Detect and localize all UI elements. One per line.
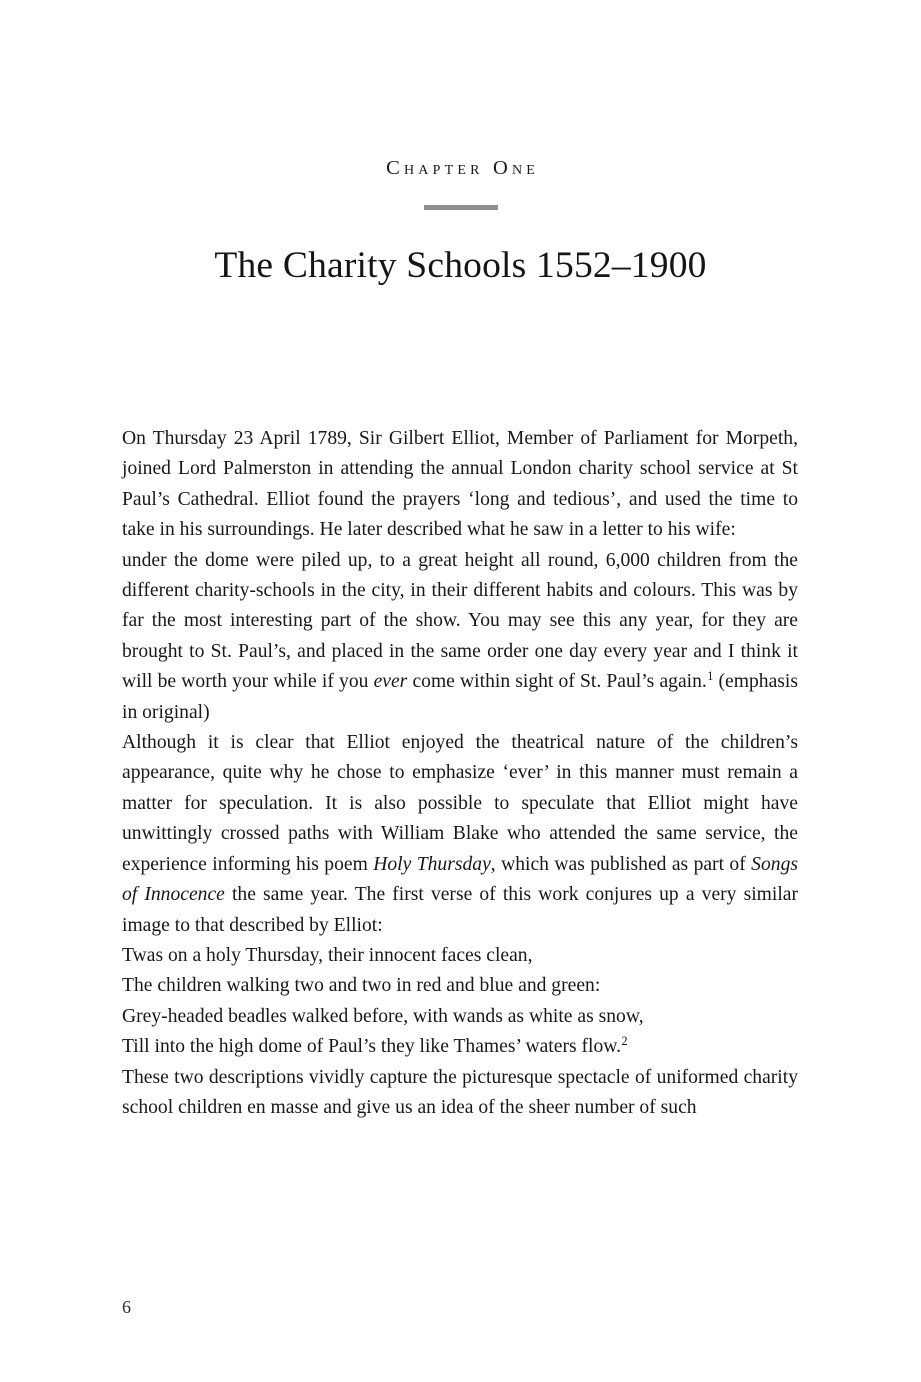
verse-line-4	[122, 1032, 798, 1062]
page-number: 6	[122, 1297, 131, 1317]
verse-line-4-text: Till into the high dome of Paul’s they like Thames’ waters flow.	[122, 1036, 622, 1058]
extract-text-part-1: under the dome were piled up, to a great height all round, 6,000 children from the different charity-schools in the city, in their different habits and colours. This was by far the most interesting part of the show. You may see this any year, for they are brought to St. Paul’s, and placed in the same order one day every year and I think it will be worth your while if you	[122, 549, 798, 693]
chapter-divider-rule	[424, 205, 498, 210]
verse-line-1: Twas on a holy Thursday, their innocent faces clean,	[122, 944, 533, 966]
verse-line-3: Grey-headed beadles walked before, with wands as white as snow,	[122, 1005, 644, 1027]
extract-text-part-2: come within sight of St. Paul’s again.	[407, 671, 707, 693]
blockquote-blake-verse	[122, 941, 798, 1063]
paragraph-opening: On Thursday 23 April 1789, Sir Gilbert Elliot, Member of Parliament for Morpeth, joined Lord Palmerston in attending the annual London charity school service at St Paul’s Cathedral. Elliot found the prayers ‘long and tedious’, and used the time to take in his surroundings. He later described what he saw in a letter to his wife:	[122, 428, 798, 541]
title-holy-thursday: Holy Thursday	[373, 853, 491, 875]
footnote-marker-2[interactable]: 2	[621, 1033, 628, 1048]
chapter-opener	[0, 158, 921, 312]
extract-text-part-3: (emphasis in original)	[122, 671, 798, 723]
paragraph-blake	[122, 728, 798, 941]
paragraph-blake-part-3: the same year. The first verse of this work conjures up a very similar image to that described by Elliot:	[122, 884, 798, 936]
title-songs-of-innocence: Songs of Innocence	[122, 853, 798, 906]
extract-emphasis-ever: ever	[373, 671, 408, 693]
chapter-number-label: Chapter One	[386, 157, 540, 179]
blockquote-elliot-letter	[122, 546, 798, 728]
paragraph-blake-part-1: Although it is clear that Elliot enjoyed the theatrical nature of the children’s appearance, quite why he chose to emphasize ‘ever’ in this manner must remain a matter for speculation. It is also possible to speculate that Elliot might have unwittingly crossed paths with William Blake who attended the same service, the experience informing his poem	[122, 732, 798, 875]
paragraph-closing: These two descriptions vividly capture the picturesque spectacle of uniformed charity school children en masse and give us an idea of the sheer number of such	[122, 1066, 798, 1118]
body-text-column	[122, 424, 798, 1123]
footnote-marker-1[interactable]: 1	[707, 668, 714, 683]
verse-line-2: The children walking two and two in red and blue and green:	[122, 975, 601, 997]
page-title: The Charity Schools 1552–1900	[214, 244, 707, 286]
paragraph-blake-part-2: , which was published as part of	[490, 853, 752, 875]
